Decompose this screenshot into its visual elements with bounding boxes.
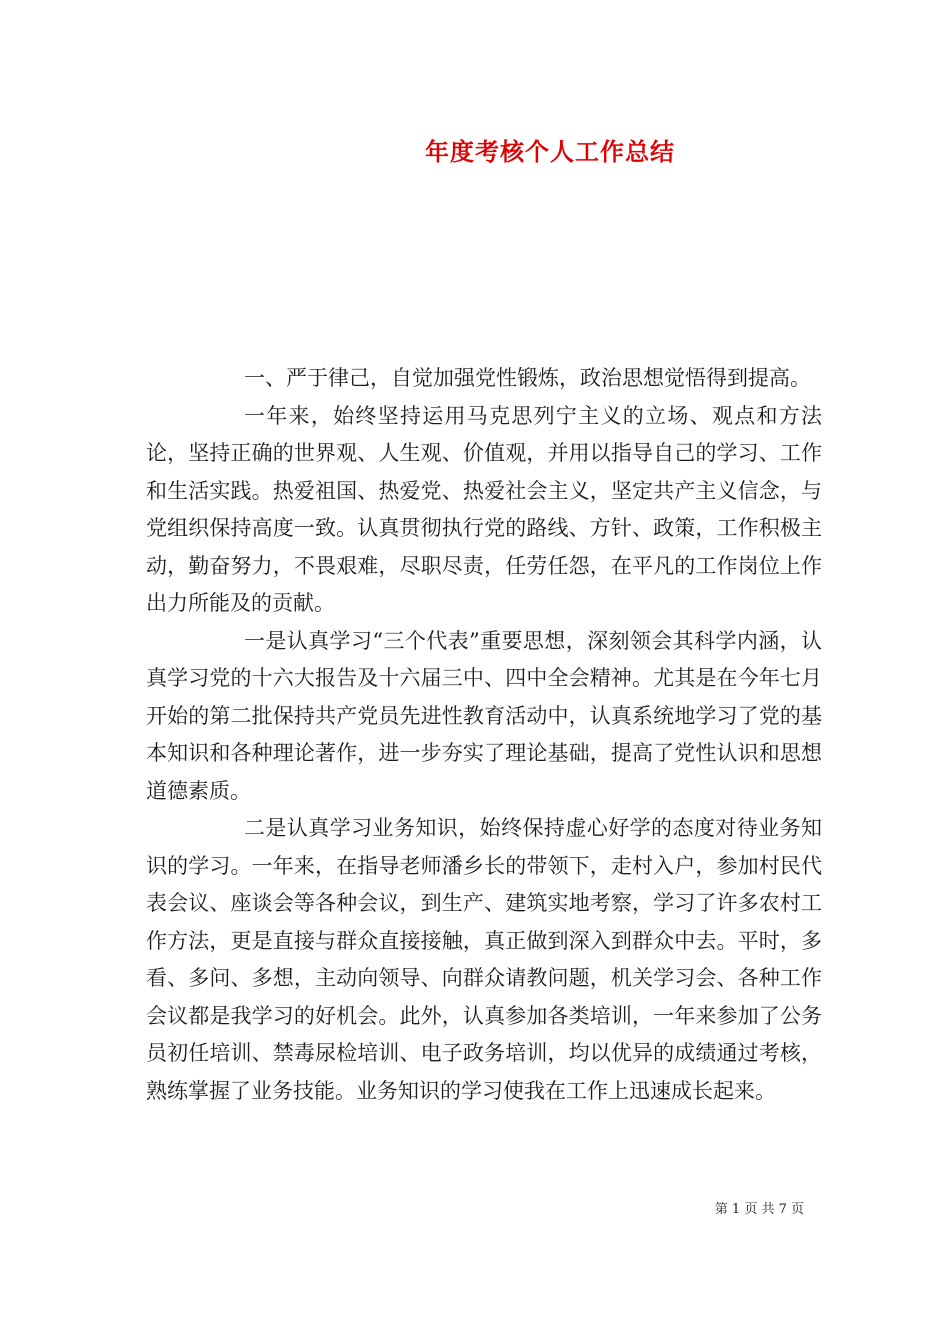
paragraph-4: 二是认真学习业务知识，始终保持虚心好学的态度对待业务知识的学习。一年来，在指导老师潘乡长的带领下，走村入户，参加村民代表会议、座谈会等各种会议，到生产、建筑实地考察，学习了许多农村工作方法，更是直接与群众直接接触，真正做到深入到群众中去。平时，多看、多问、多想，主动向领导、向群众请教问题，机关学习会、各种工作会议都是我学习的好机会。此外，认真参加各类培训，一年来参加了公务员初任培训、禁毒尿检培训、电子政务培训，均以优异的成绩通过考核，熟练掌握了业务技能。业务知识的学习使我在工作上迅速成长起来。 — [146, 816, 822, 1103]
document-title: 年度考核个人工作总结 — [425, 138, 675, 166]
paragraph-2: 一年来，始终坚持运用马克思列宁主义的立场、观点和方法论，坚持正确的世界观、人生观、价值观，并用以指导自己的学习、工作和生活实践。热爱祖国、热爱党、热爱社会主义，坚定共产主义信念，与党组织保持高度一致。认真贯彻执行党的路线、方针、政策，工作积极主动，勤奋努力，不畏艰难，尽职尽责，任劳任怨，在平凡的工作岗位上作出力所能及的贡献。 — [146, 403, 822, 615]
paragraph-3: 一是认真学习“三个代表”重要思想，深刻领会其科学内涵，认真学习党的十六大报告及十六届三中、四中全会精神。尤其是在今年七月开始的第二批保持共产党员先进性教育活动中，认真系统地学习了党的基本知识和各种理论著作，进一步夯实了理论基础，提高了党性认识和思想道德素质。 — [146, 628, 822, 803]
document-body — [146, 360, 822, 1110]
page-number-footer: 第 1 页 共 7 页 — [714, 1202, 804, 1217]
paragraph-1: 一、严于律己，自觉加强党性锻炼，政治思想觉悟得到提高。 — [244, 366, 811, 390]
